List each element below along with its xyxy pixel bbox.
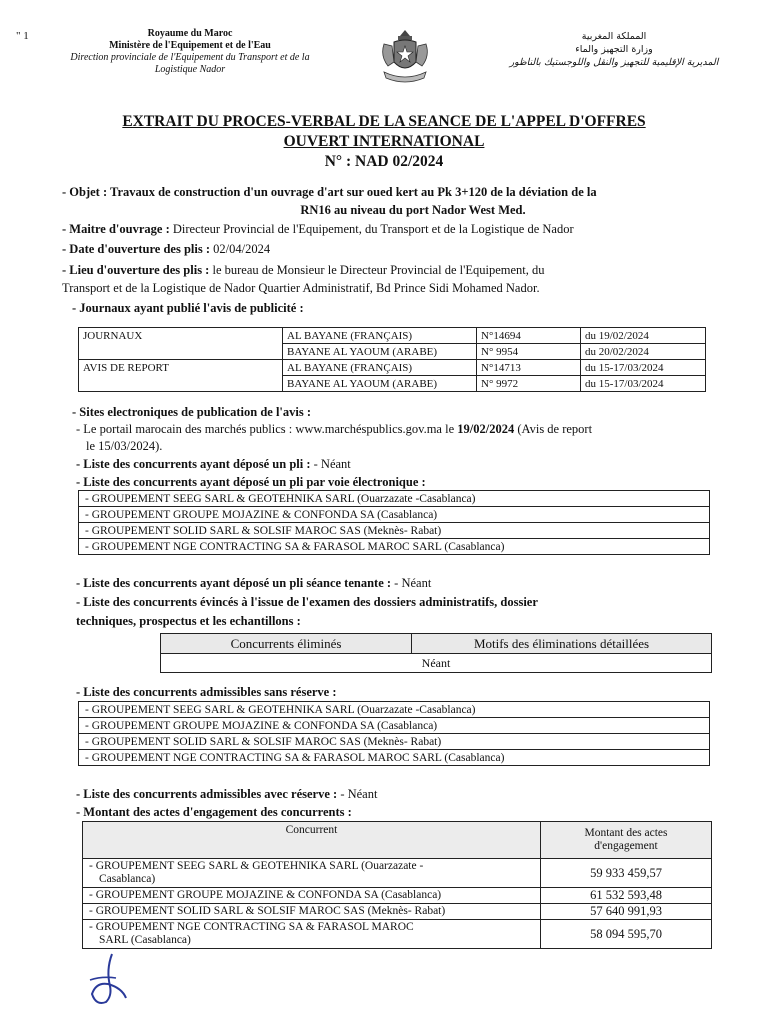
table-row: BAYANE AL YAOUM (ARABE) N° 9972 du 15-17/03/2024 [79,376,706,392]
montant-heading: - Montant des actes d'engagement des concurrents : [76,805,352,819]
objet: - Objet : Travaux de construction d'un ouvrage d'art sur oued kert au Pk 3+120 de la déviation de la [62,185,597,199]
list-item: - GROUPEMENT SEEG SARL & GEOTEHNIKA SARL (Ouarzazate -Casablanca) [79,702,710,718]
table-row: BAYANE AL YAOUM (ARABE) N° 9954 du 20/02/2024 [79,344,706,360]
coat-of-arms-icon [378,28,432,86]
objet-cont: RN16 au niveau du port Nador West Med. [300,203,526,217]
margin-mark: " 1 [16,30,29,42]
avec-reserve: - Liste des concurrents admissibles avec réserve : - Néant [76,787,378,801]
table-header-row: Concurrents éliminés Motifs des éliminations détaillées [161,634,712,654]
signature-icon [82,950,142,1010]
montant-table [82,821,712,949]
lieu-ouverture-cont: Transport et de la Logistique de Nador Quartier Administratif, Bd Prince Sidi Mohamed Nador. [62,281,540,295]
list-item: - GROUPEMENT SEEG SARL & GEOTEHNIKA SARL (Ouarzazate -Casablanca) [79,491,710,507]
journaux-table [78,327,706,392]
list-item: - GROUPEMENT GROUPE MOJAZINE & CONFONDA SA (Casablanca) [79,507,710,523]
header-kingdom: Royaume du Maroc [147,28,233,39]
table-row: - GROUPEMENT SOLID SARL & SOLSIF MAROC SAS (Meknès- Rabat) 57 640 991,93 [83,904,712,920]
header-direction: Direction provinciale de l'Equipement du Transport et de la [70,52,310,63]
list-item: - GROUPEMENT SOLID SARL & SOLSIF MAROC SAS (Meknès- Rabat) [79,734,710,750]
header-ministry: Ministère de l'Equipement et de l'Eau [109,40,271,51]
table-row: - GROUPEMENT GROUPE MOJAZINE & CONFONDA SA (Casablanca) 61 532 593,48 [83,888,712,904]
header-arabic [504,30,724,69]
list-item: - GROUPEMENT GROUPE MOJAZINE & CONFONDA SA (Casablanca) [79,718,710,734]
table-row: AVIS DE REPORT AL BAYANE (FRANÇAIS) N°14713 du 15-17/03/2024 [79,360,706,376]
header-arabic-kingdom: المملكة المغربية [581,31,647,42]
title-line1: EXTRAIT DU PROCES-VERBAL DE LA SEANCE DE L'APPEL D'OFFRES [122,113,646,130]
header-arabic-ministry: وزارة التجهيز والماء [575,44,653,55]
list-item: - GROUPEMENT NGE CONTRACTING SA & FARASOL MAROC SARL (Casablanca) [79,539,710,555]
maitre-ouvrage: - Maitre d'ouvrage : Directeur Provincial de l'Equipement, du Transport et de la Logistique de Nador [62,222,574,236]
title-reference: N° : NAD 02/2024 [324,153,444,170]
title-line2: OUVERT INTERNATIONAL [283,133,485,150]
list-item: - GROUPEMENT SOLID SARL & SOLSIF MAROC SAS (Meknès- Rabat) [79,523,710,539]
eliminations-table [160,633,712,673]
depose-pli: - Liste des concurrents ayant déposé un pli : - Néant [76,457,351,471]
header-arabic-direction: المديرية الإقليمية للتجهيز والنقل واللوجستيك بالناظور [509,57,719,68]
table-header-row: Concurrent Montant des actes d'engagement [83,822,712,859]
journaux-heading: - Journaux ayant publié l'avis de publicité : [72,301,304,315]
sites-heading: - Sites electroniques de publication de l'avis : [72,405,312,419]
lieu-ouverture: - Lieu d'ouverture des plis : le bureau de Monsieur le Directeur Provincial de l'Equipement, du [62,263,545,277]
date-ouverture: - Date d'ouverture des plis : 02/04/2024 [62,242,271,256]
document-title [60,112,708,172]
evinces-heading: - Liste des concurrents évincés à l'issue de l'examen des dossiers administratifs, dossier [76,595,538,609]
table-row: JOURNAUX AL BAYANE (FRANÇAIS) N°14694 du 19/02/2024 [79,328,706,344]
table-row: Néant [161,654,712,673]
list-item: - GROUPEMENT NGE CONTRACTING SA & FARASOL MAROC SARL (Casablanca) [79,750,710,766]
header-direction-cont: Logistique Nador [154,64,226,75]
header-french [40,28,340,76]
seance-tenante: - Liste des concurrents ayant déposé un pli séance tenante : - Néant [76,576,432,590]
admissibles-heading: - Liste des concurrents admissibles sans réserve : [76,685,337,699]
sites-portail-cont: le 15/03/2024). [86,439,163,453]
table-row: - GROUPEMENT NGE CONTRACTING SA & FARASOL MAROC SARL (Casablanca) 58 094 595,70 [83,920,712,949]
admissibles-list [78,701,710,766]
evinces-heading-cont: techniques, prospectus et les echantillons : [76,614,301,628]
sites-portail: - Le portail marocain des marchés publics : www.marchéspublics.gov.ma le 19/02/2024 (Avis de report [76,422,593,436]
voie-electronique-list [78,490,710,555]
table-row: - GROUPEMENT SEEG SARL & GEOTEHNIKA SARL (Ouarzazate - Casablanca) 59 933 459,57 [83,859,712,888]
voie-electronique-heading: - Liste des concurrents ayant déposé un pli par voie électronique : [76,475,426,489]
